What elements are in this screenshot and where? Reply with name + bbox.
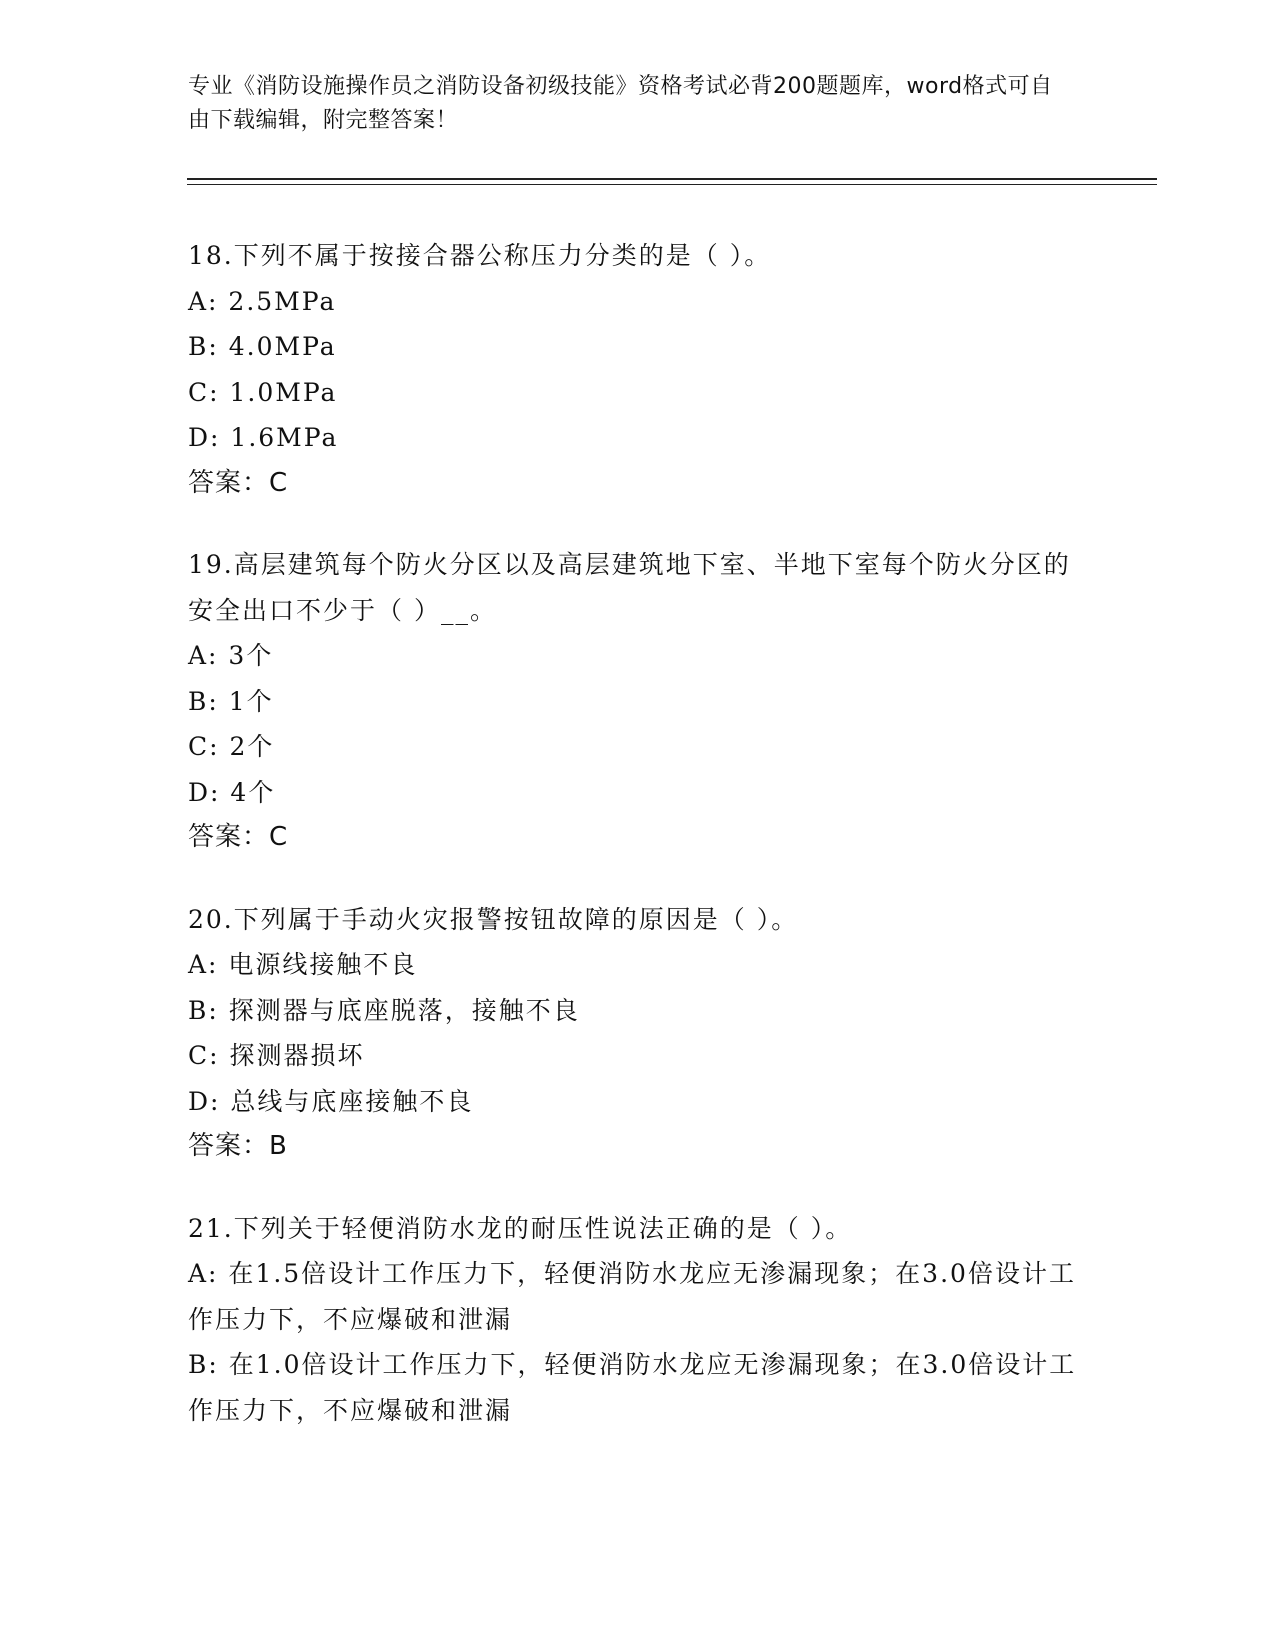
answer-line: 答案：C bbox=[188, 467, 289, 498]
option-c: C: 探测器损坏 bbox=[188, 1041, 365, 1070]
header-divider-thin bbox=[187, 184, 1157, 185]
question-block bbox=[188, 1206, 1088, 1434]
question-list bbox=[188, 233, 1088, 1469]
option-a: A: 3个 bbox=[188, 641, 274, 670]
option-b: B: 在1.0倍设计工作压力下，轻便消防水龙应无渗漏现象；在3.0倍设计工作压力下，不应爆破和泄漏 bbox=[188, 1350, 1077, 1425]
option-a: A: 2.5MPa bbox=[188, 286, 337, 316]
answer-line: 答案：B bbox=[188, 1131, 288, 1161]
option-a: A: 电源线接触不良 bbox=[188, 950, 418, 979]
header-divider bbox=[187, 178, 1157, 180]
option-c: C: 1.0MPa bbox=[188, 377, 338, 407]
question-stem: 19.高层建筑每个防火分区以及高层建筑地下室、半地下室每个防火分区的安全出口不少于（ ）__。 bbox=[188, 550, 1071, 625]
question-block bbox=[188, 233, 1088, 506]
option-c: C: 2个 bbox=[188, 732, 275, 761]
question-block bbox=[188, 542, 1088, 861]
option-a: A: 在1.5倍设计工作压力下，轻便消防水龙应无渗漏现象；在3.0倍设计工作压力下，不应爆破和泄漏 bbox=[188, 1259, 1076, 1334]
option-d: D: 1.6MPa bbox=[188, 423, 339, 452]
option-d: D: 总线与底座接触不良 bbox=[188, 1086, 474, 1116]
option-b: B: 1个 bbox=[188, 686, 274, 716]
option-b: B: 探测器与底座脱落，接触不良 bbox=[188, 995, 580, 1025]
document-header: 专业《消防设施操作员之消防设备初级技能》资格考试必背200题题库，word格式可自由下载编辑，附完整答案！ bbox=[188, 74, 1053, 133]
question-stem: 21.下列关于轻便消防水龙的耐压性说法正确的是（ ）。 bbox=[188, 1213, 853, 1243]
option-d: D: 4个 bbox=[188, 777, 276, 807]
question-stem: 20.下列属于手动火灾报警按钮故障的原因是（ ）。 bbox=[188, 904, 799, 934]
answer-line: 答案：C bbox=[188, 822, 289, 852]
question-block bbox=[188, 897, 1088, 1170]
option-b: B: 4.0MPa bbox=[188, 332, 337, 361]
question-stem: 18.下列不属于按接合器公称压力分类的是（ ）。 bbox=[188, 241, 772, 270]
